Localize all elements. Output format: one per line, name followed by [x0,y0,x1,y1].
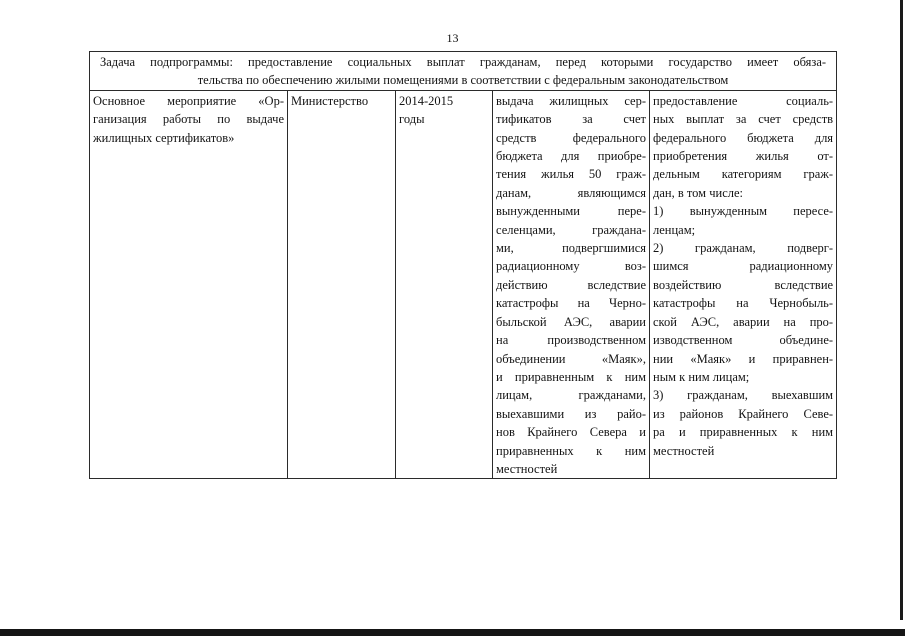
result-line: местностей [496,461,558,476]
period-line: 2014-2015 [399,93,454,108]
description-line: 1) вынужденным пересе- [653,204,834,219]
activity-line: Основное мероприятие «Ор- [93,93,284,108]
description-line: воздействию вследствие [653,277,834,292]
task-line: Задача подпрограммы: предоставление социальных выплат гражданам, перед которыми государство имеет обяза- [100,55,827,69]
result-line: радиационному воз- [496,259,646,274]
executor-text: Министерство [291,93,369,108]
description-line: шимся радиационному [653,259,834,274]
description-line: дан, в том числе: [653,185,744,200]
executor-cell [288,90,396,479]
result-line: катастрофы на Черно- [496,296,646,311]
result-line: бюджета для приобре- [496,149,646,164]
description-line: нии «Маяк» и приравнен- [653,351,834,366]
task-row [90,52,837,91]
description-line: приобретения жилья от- [653,149,834,164]
result-line: действию вследствие [496,277,646,292]
description-line: ской АЭС, аварии на про- [653,314,834,329]
description-line: катастрофы на Чернобыль- [653,296,834,311]
program-table [89,51,837,479]
result-line: объединении «Маяк», [496,351,646,366]
task-line: тельства по обеспечению жилыми помещениями в соответствии с федеральным законодательством [197,73,729,88]
result-line: выехавшими из райо- [496,406,646,421]
description-line: предоставление социаль- [653,93,834,108]
result-line: быльской АЭС, аварии [496,314,646,329]
description-line: из районов Крайнего Севе- [653,406,834,421]
result-line: на производственном [496,333,646,348]
description-line: местностей [653,443,715,458]
description-line: ным к ним лицам; [653,369,750,384]
result-line: приравненных к ним [496,443,646,458]
scan-edge-right [900,0,903,620]
result-cell [493,90,650,479]
result-line: нов Крайнего Севера и [496,425,646,440]
period-cell [396,90,493,479]
scan-edge-bottom [0,629,905,636]
result-line: данам, являющимся [496,185,646,200]
result-line: лицам, гражданами, [496,388,646,403]
result-line: тения жилья 50 граж- [496,167,646,182]
period-line: годы [399,112,425,127]
result-line: ми, подвергшимися [496,241,646,256]
result-line: селенцами, граждана- [496,222,646,237]
activity-line: жилищных сертификатов» [93,130,235,145]
description-line: ра и приравненных к ним [653,425,834,440]
description-line: изводственном объедине- [653,333,834,348]
description-line: федерального бюджета для [653,130,834,145]
result-line: вынужденными пере- [496,204,646,219]
result-line: тификатов за счет [496,112,646,127]
description-line: ных выплат за счет средств [653,112,834,127]
activity-cell [90,90,288,479]
description-cell [650,90,837,479]
table-row [90,90,837,479]
description-line: ленцам; [653,222,696,237]
activity-line: ганизация работы по выдаче [93,112,284,127]
result-line: выдача жилищных сер- [496,93,646,108]
description-line: 3) гражданам, выехавшим [653,388,834,403]
result-line: и приравненным к ним [496,369,646,384]
subprogram-task-cell [90,52,837,91]
description-line: дельным категориям граж- [653,167,834,182]
result-line: средств федерального [496,130,646,145]
description-line: 2) гражданам, подверг- [653,241,834,256]
page-number: 13 [446,31,459,45]
